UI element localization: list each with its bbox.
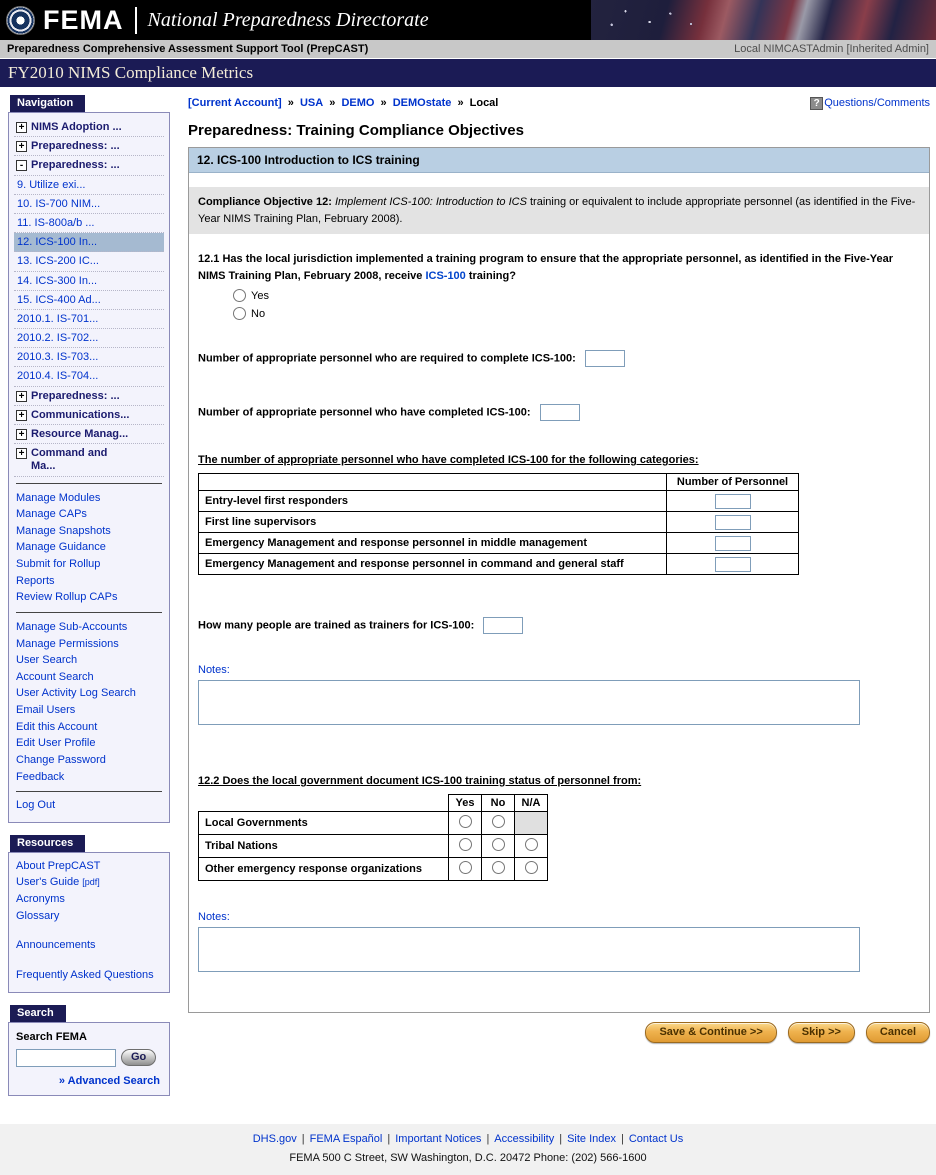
- footer-separator: |: [620, 1132, 624, 1145]
- breadcrumb-current-account[interactable]: [Current Account]: [188, 97, 282, 109]
- pdf-suffix: [pdf]: [82, 877, 100, 888]
- manage-links-group-1: [14, 490, 164, 606]
- tribal-nations-no-radio[interactable]: [492, 838, 505, 851]
- table-row: [199, 835, 548, 858]
- sidebar-item-manage-permissions[interactable]: Manage Permissions: [16, 637, 119, 650]
- documentation-table: [198, 794, 548, 881]
- question-12-1-text: 12.1 Has the local jurisdiction implemented a training program to ensure that the appropriate personnel, as identified in the Five-Year NIMS Training Plan, February 2008, receive: [198, 253, 893, 282]
- questions-comments-link[interactable]: [810, 97, 930, 110]
- navigation-header: Navigation: [10, 95, 85, 112]
- q121-no-radio[interactable]: [233, 307, 246, 320]
- tribal-nations-na-radio[interactable]: [525, 838, 538, 851]
- yes-column-header: Yes: [449, 795, 482, 812]
- search-header: Search: [10, 1005, 66, 1022]
- middle-management-input[interactable]: [715, 536, 751, 551]
- footer-separator: |: [486, 1132, 490, 1145]
- section-header: 12. ICS-100 Introduction to ICS training: [189, 148, 929, 173]
- top-header: [0, 0, 936, 40]
- questions-comments-label: Questions/Comments: [824, 97, 930, 109]
- objective-text: training or equivalent to include appropriate personnel (as identified in the Five-Year NIMS Training Plan, February 2008).: [198, 196, 916, 225]
- footer-link-site-index[interactable]: Site Index: [567, 1132, 616, 1145]
- header-divider: [135, 7, 137, 34]
- directorate-title: National Preparedness Directorate: [147, 8, 429, 31]
- compliance-form: [188, 147, 930, 1013]
- category-label: Entry-level first responders: [199, 491, 667, 512]
- form-actions: [188, 1022, 930, 1043]
- table-row: [199, 554, 799, 575]
- table-row: [199, 512, 799, 533]
- sidebar-item-edit-user-profile[interactable]: Edit User Profile: [16, 737, 96, 750]
- tree-link[interactable]: 2010.4. IS-704...: [17, 370, 99, 383]
- tree-link[interactable]: Resource Manag...: [31, 428, 129, 440]
- first-line-supervisors-input[interactable]: [715, 515, 751, 530]
- categories-table: [198, 473, 799, 575]
- sidebar-item-log-out[interactable]: Log Out: [16, 799, 56, 812]
- tree-item-command-management[interactable]: [14, 444, 164, 476]
- sidebar-divider: [16, 483, 162, 484]
- tree-link[interactable]: 2010.1. IS-701...: [17, 312, 99, 325]
- table-row: [199, 533, 799, 554]
- sidebar-item-manage-caps[interactable]: Manage CAPs: [16, 508, 87, 521]
- ics-100-link[interactable]: ICS-100: [425, 269, 466, 282]
- sidebar-divider: [16, 791, 162, 792]
- tree-link[interactable]: 13. ICS-200 IC...: [17, 255, 99, 268]
- tree-link[interactable]: Preparedness: ...: [31, 389, 120, 402]
- dhs-seal-logo: [6, 6, 35, 35]
- tree-link[interactable]: Preparedness: ...: [31, 159, 120, 172]
- sidebar-item-change-password[interactable]: Change Password: [16, 753, 106, 766]
- sidebar-item-account-search[interactable]: Account Search: [16, 670, 94, 683]
- resource-about-prepcast[interactable]: About PrepCAST: [16, 859, 101, 872]
- resource-announcements[interactable]: Announcements: [16, 939, 96, 952]
- expand-plus-icon[interactable]: +: [16, 410, 27, 421]
- logged-in-user: Local NIMCASTAdmin [Inherited Admin]: [734, 43, 929, 55]
- tree-item-nims-adoption[interactable]: [14, 118, 164, 137]
- tree-link[interactable]: Communications...: [31, 408, 130, 421]
- page-title: Preparedness: Training Compliance Objectives: [188, 122, 524, 139]
- tree-link[interactable]: 15. ICS-400 Ad...: [17, 293, 101, 306]
- cancel-button[interactable]: Cancel: [866, 1022, 930, 1043]
- go-button[interactable]: Go: [121, 1049, 156, 1066]
- category-label: Emergency Management and response personnel in command and general staff: [199, 554, 667, 575]
- resource-faq[interactable]: Frequently Asked Questions: [16, 968, 154, 981]
- footer-separator: |: [559, 1132, 563, 1145]
- app-bar: [0, 40, 936, 59]
- notes-label-2: Notes:: [198, 911, 230, 923]
- tree-link[interactable]: Command and Ma...: [31, 447, 108, 473]
- tree-item-14[interactable]: [14, 272, 164, 291]
- tree-item-2010-2[interactable]: [14, 329, 164, 348]
- sidebar-item-user-activity-log-search[interactable]: User Activity Log Search: [16, 687, 136, 700]
- required-personnel-row: [198, 350, 920, 367]
- resources-box: [8, 852, 170, 993]
- category-label: Emergency Management and response personnel in middle management: [199, 533, 667, 554]
- category-label: First line supervisors: [199, 512, 667, 533]
- other-organizations-no-radio[interactable]: [492, 861, 505, 874]
- completed-personnel-input[interactable]: [540, 404, 580, 421]
- search-input[interactable]: [16, 1049, 116, 1067]
- sidebar-item-review-rollup-caps[interactable]: Review Rollup CAPs: [16, 591, 118, 604]
- other-organizations-na-radio[interactable]: [525, 861, 538, 874]
- completed-personnel-label: Number of appropriate personnel who have completed ICS-100:: [198, 406, 531, 419]
- footer-link-dhs[interactable]: DHS.gov: [252, 1132, 297, 1145]
- tree-item-2010-4[interactable]: [14, 367, 164, 386]
- tree-item-13[interactable]: [14, 252, 164, 271]
- navigation-box: [8, 112, 170, 823]
- question-12-2-heading: 12.2 Does the local government document ICS-100 training status of personnel from:: [198, 775, 642, 787]
- tree-link[interactable]: 9. Utilize exi...: [17, 178, 86, 191]
- tree-item-preparedness-2[interactable]: [14, 156, 164, 175]
- tree-item-11[interactable]: [14, 214, 164, 233]
- tree-item-preparedness-3[interactable]: [14, 387, 164, 406]
- table-row: [199, 491, 799, 512]
- expand-plus-icon[interactable]: +: [16, 122, 27, 133]
- breadcrumb-usa[interactable]: USA: [299, 97, 324, 109]
- entry-level-responders-input[interactable]: [715, 494, 751, 509]
- na-column-header: N/A: [515, 795, 548, 812]
- row-label: Local Governments: [199, 812, 449, 835]
- sidebar-item-submit-for-rollup[interactable]: Submit for Rollup: [16, 558, 101, 571]
- resources-header: Resources: [10, 835, 85, 852]
- q121-yes-label: Yes: [251, 289, 269, 302]
- footer-link-important-notices[interactable]: Important Notices: [395, 1132, 482, 1145]
- breadcrumb-separator: »: [329, 97, 336, 109]
- tree-link[interactable]: 10. IS-700 NIM...: [17, 197, 101, 210]
- breadcrumb-separator: »: [457, 97, 464, 109]
- completed-personnel-row: [198, 404, 920, 421]
- tree-link[interactable]: NIMS Adoption ...: [31, 121, 122, 133]
- advanced-search-link[interactable]: » Advanced Search: [58, 1074, 160, 1087]
- question-12-1-suffix: training?: [468, 269, 516, 282]
- table-row: [199, 858, 548, 881]
- sidebar-divider: [16, 612, 162, 613]
- breadcrumb-local: Local: [469, 97, 499, 109]
- objective-label: Compliance Objective 12:: [198, 196, 332, 208]
- tree-item-10[interactable]: [14, 195, 164, 214]
- trainers-row: [198, 617, 920, 634]
- collapse-minus-icon[interactable]: -: [16, 160, 27, 171]
- us-flag-image: [591, 0, 936, 40]
- manage-links-group-2: [14, 619, 164, 785]
- command-general-staff-input[interactable]: [715, 557, 751, 572]
- breadcrumb: [188, 97, 498, 109]
- trainers-label: How many people are trained as trainers for ICS-100:: [198, 619, 475, 632]
- footer-links: [0, 1133, 936, 1145]
- users-guide-label: User's Guide: [16, 876, 80, 889]
- sidebar-item-manage-snapshots[interactable]: Manage Snapshots: [16, 524, 111, 537]
- breadcrumb-demostate[interactable]: DEMOstate: [392, 97, 452, 109]
- page-footer: [0, 1124, 936, 1175]
- sidebar-item-edit-this-account[interactable]: Edit this Account: [16, 720, 98, 733]
- local-governments-na-empty-cell: [515, 812, 548, 835]
- help-question-icon: ?: [810, 97, 823, 110]
- tree-link[interactable]: 2010.2. IS-702...: [17, 332, 99, 345]
- row-label: Other emergency response organizations: [199, 858, 449, 881]
- footer-separator: |: [301, 1132, 305, 1145]
- number-of-personnel-header: Number of Personnel: [667, 474, 799, 491]
- local-governments-yes-radio[interactable]: [459, 815, 472, 828]
- local-governments-no-radio[interactable]: [492, 815, 505, 828]
- footer-address: FEMA 500 C Street, SW Washington, D.C. 20472 Phone: (202) 566-1600: [289, 1151, 647, 1164]
- search-fema-title: Search FEMA: [16, 1030, 87, 1043]
- tree-link[interactable]: Preparedness: ...: [31, 140, 120, 153]
- tree-item-12-selected[interactable]: [14, 233, 164, 252]
- search-box: [8, 1022, 170, 1096]
- content-area: [0, 87, 936, 1108]
- q121-no-label: No: [251, 307, 266, 320]
- tribal-nations-yes-radio[interactable]: [459, 838, 472, 851]
- notes-label-1: Notes:: [198, 664, 230, 676]
- tree-link[interactable]: 14. ICS-300 In...: [17, 274, 98, 287]
- table-row: [199, 812, 548, 835]
- tree-link[interactable]: 2010.3. IS-703...: [17, 351, 99, 364]
- tree-item-communications[interactable]: [14, 406, 164, 425]
- required-personnel-label: Number of appropriate personnel who are required to complete ICS-100:: [198, 352, 576, 365]
- sidebar-item-manage-sub-accounts[interactable]: Manage Sub-Accounts: [16, 620, 128, 633]
- footer-link-contact-us[interactable]: Contact Us: [628, 1132, 684, 1145]
- breadcrumb-separator: »: [287, 97, 294, 109]
- sidebar-item-email-users[interactable]: Email Users: [16, 704, 76, 717]
- resource-glossary[interactable]: Glossary: [16, 909, 60, 922]
- ynn-blank-header: [199, 795, 449, 812]
- tree-item-resource-management[interactable]: [14, 425, 164, 444]
- notes-textarea-2[interactable]: [198, 927, 860, 972]
- sidebar-item-user-search[interactable]: User Search: [16, 654, 78, 667]
- question-12-1: [198, 251, 920, 284]
- sidebar: [8, 95, 170, 1108]
- tree-item-9[interactable]: [14, 176, 164, 195]
- tree-link[interactable]: 12. ICS-100 In...: [17, 236, 98, 249]
- resource-users-guide[interactable]: [14, 874, 164, 891]
- footer-separator: |: [387, 1132, 391, 1145]
- resource-acronyms[interactable]: Acronyms: [16, 893, 65, 906]
- sidebar-item-feedback[interactable]: Feedback: [16, 770, 65, 783]
- sidebar-item-manage-modules[interactable]: Manage Modules: [16, 491, 101, 504]
- tree-item-15[interactable]: [14, 291, 164, 310]
- tree-item-2010-3[interactable]: [14, 348, 164, 367]
- breadcrumb-demo[interactable]: DEMO: [341, 97, 375, 109]
- page-banner: FY2010 NIMS Compliance Metrics: [0, 59, 936, 87]
- skip-button[interactable]: Skip >>: [788, 1022, 855, 1043]
- app-title: Preparedness Comprehensive Assessment Support Tool (PrepCAST): [7, 43, 369, 55]
- main-content: [188, 95, 930, 1043]
- tree-link[interactable]: 11. IS-800a/b ...: [17, 216, 95, 229]
- save-continue-button[interactable]: Save & Continue >>: [645, 1022, 776, 1043]
- expand-plus-icon[interactable]: +: [16, 429, 27, 440]
- required-personnel-input[interactable]: [585, 350, 625, 367]
- categories-blank-header: [199, 474, 667, 491]
- expand-plus-icon[interactable]: +: [16, 391, 27, 402]
- notes-textarea-1[interactable]: [198, 680, 860, 725]
- breadcrumb-separator: »: [380, 97, 387, 109]
- other-organizations-yes-radio[interactable]: [459, 861, 472, 874]
- categories-heading: The number of appropriate personnel who have completed ICS-100 for the following categories:: [198, 454, 699, 466]
- sidebar-item-reports[interactable]: Reports: [16, 574, 55, 587]
- footer-link-fema-espanol[interactable]: FEMA Español: [309, 1132, 383, 1145]
- row-label: Tribal Nations: [199, 835, 449, 858]
- objective-italic-text: Implement ICS-100: Introduction to ICS: [334, 196, 527, 208]
- expand-plus-icon[interactable]: +: [16, 448, 27, 459]
- no-column-header: No: [482, 795, 515, 812]
- fema-logo-text: FEMA: [43, 4, 124, 35]
- trainers-input[interactable]: [483, 617, 523, 634]
- tree-item-2010-1[interactable]: [14, 310, 164, 329]
- compliance-objective: [189, 187, 929, 234]
- sidebar-item-manage-guidance[interactable]: Manage Guidance: [16, 541, 106, 554]
- q121-yes-radio[interactable]: [233, 289, 246, 302]
- expand-plus-icon[interactable]: +: [16, 141, 27, 152]
- footer-link-accessibility[interactable]: Accessibility: [494, 1132, 555, 1145]
- tree-item-preparedness-1[interactable]: [14, 137, 164, 156]
